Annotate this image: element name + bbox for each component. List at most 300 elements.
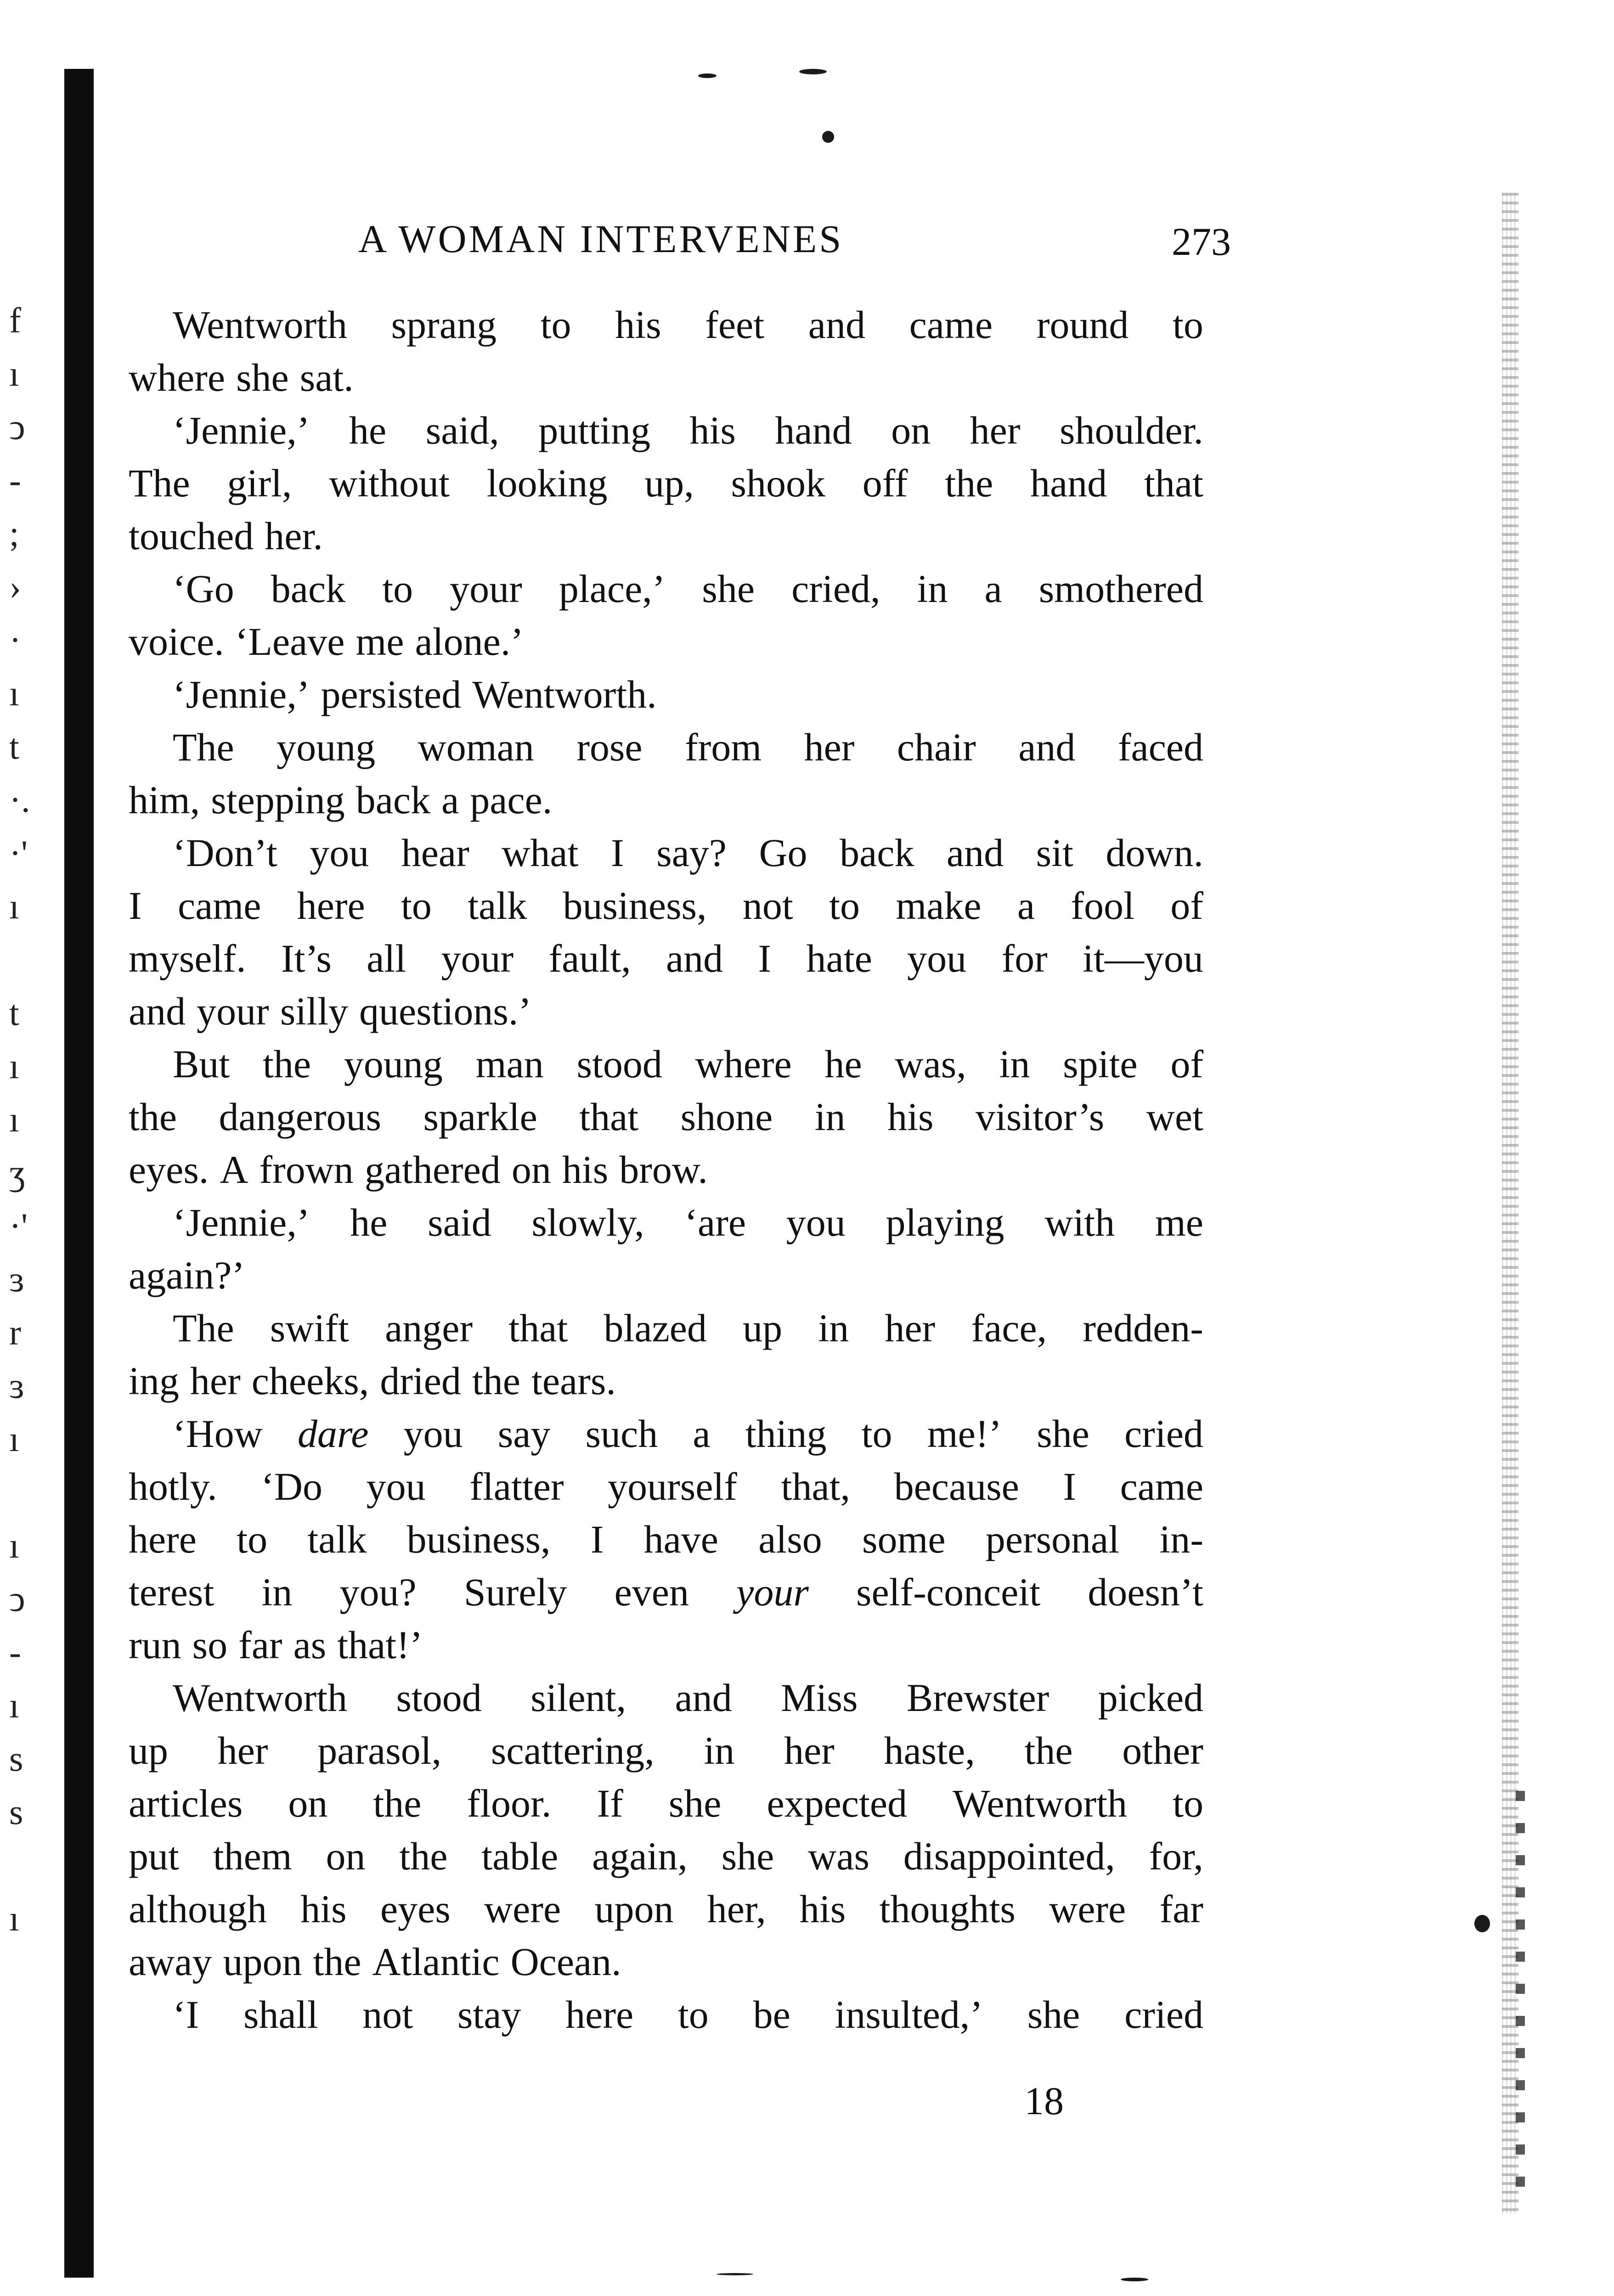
bleed-letter: ı: [9, 1898, 19, 1938]
word: a: [1017, 884, 1035, 928]
text-line: [129, 298, 1203, 351]
word: so: [192, 1623, 228, 1667]
word: stood: [576, 1042, 662, 1086]
word: upon: [223, 1940, 302, 1984]
word: here: [565, 1992, 634, 2037]
word: gathered: [364, 1148, 501, 1192]
word: as: [293, 1623, 327, 1667]
word: ‘are: [684, 1200, 746, 1244]
word: anger: [385, 1306, 473, 1350]
word: him,: [129, 778, 200, 822]
word: table: [481, 1834, 559, 1878]
word: back: [271, 567, 346, 611]
word: It’s: [281, 936, 332, 980]
word: was: [808, 1834, 869, 1878]
word: eyes.: [129, 1148, 209, 1192]
bleed-letter: ·': [9, 1206, 28, 1246]
word: the: [399, 1834, 448, 1878]
word: in: [261, 1570, 293, 1614]
word: the: [1024, 1728, 1073, 1773]
text-line: [129, 1566, 1203, 1619]
word: away: [129, 1940, 212, 1984]
bleed-letter: [9, 933, 46, 986]
word: to: [677, 1992, 709, 2037]
word: her: [885, 1306, 936, 1350]
text-line: [129, 1988, 1203, 2041]
text-line: [129, 985, 1203, 1038]
word: I: [758, 936, 772, 980]
bleed-letter: ı: [9, 1046, 19, 1086]
word: you: [786, 1200, 846, 1244]
word: to: [861, 1412, 892, 1456]
word: upon: [594, 1887, 674, 1931]
word: not: [362, 1992, 413, 2037]
word: back: [840, 831, 914, 875]
word: with: [1044, 1200, 1115, 1244]
bleed-letter: ı: [9, 1685, 19, 1725]
word: ‘Jennie,’: [173, 1200, 310, 1244]
word: But: [173, 1042, 230, 1086]
word: talk: [307, 1517, 367, 1561]
word: all: [367, 936, 406, 980]
word: back: [356, 778, 431, 822]
word: put: [129, 1834, 179, 1878]
word: hand: [1030, 461, 1107, 505]
word: to: [401, 884, 432, 928]
bleed-letter: ʒ: [9, 1153, 25, 1193]
word: your: [441, 936, 514, 980]
word: me!’: [927, 1412, 1002, 1456]
word: she: [1027, 1992, 1080, 2037]
word: thoughts: [879, 1887, 1016, 1931]
word: of: [1170, 1042, 1203, 1086]
word: she: [1037, 1412, 1089, 1456]
word: and: [675, 1676, 732, 1720]
word: a: [984, 567, 1002, 611]
word: that: [1144, 461, 1203, 505]
bleed-letter: ɜ: [9, 1259, 24, 1299]
ink-speck: [717, 2273, 753, 2275]
word: ‘Jennie,’: [173, 408, 310, 452]
word: and: [1018, 725, 1076, 769]
word: and: [946, 831, 1004, 875]
word: without: [329, 461, 450, 505]
word: shone: [680, 1095, 773, 1139]
word: spite: [1063, 1042, 1138, 1086]
word: The: [173, 1306, 234, 1350]
word: them: [213, 1834, 292, 1878]
word: here: [297, 884, 365, 928]
running-head: A WOMAN INTERVENES: [358, 217, 844, 261]
text-line: [129, 563, 1203, 615]
binding-shadow: [64, 69, 94, 2278]
word: alone.’: [415, 619, 524, 664]
text-line: [129, 510, 1203, 563]
word: ‘Jennie,’: [173, 672, 310, 716]
word: he: [824, 1042, 862, 1086]
word: swift: [270, 1306, 349, 1350]
word: Surely: [463, 1570, 567, 1614]
bleed-letter: s: [9, 1792, 23, 1832]
word: that!’: [337, 1623, 423, 1667]
word: Brewster: [906, 1676, 1050, 1720]
word: sparkle: [423, 1095, 537, 1139]
word: ‘Go: [173, 567, 234, 611]
text-line: [129, 1830, 1203, 1883]
word: his: [615, 303, 661, 347]
word: make: [896, 884, 982, 928]
word: fool: [1071, 884, 1134, 928]
word: in: [814, 1095, 846, 1139]
word: slowly,: [531, 1200, 644, 1244]
word: dare: [298, 1412, 369, 1456]
word: again,: [592, 1834, 688, 1878]
bleed-letter: ı: [9, 354, 19, 394]
word: doesn’t: [1088, 1570, 1203, 1614]
word: even: [614, 1570, 689, 1614]
word: insulted,’: [835, 1992, 983, 2037]
ink-speck: [822, 131, 834, 143]
word: she: [236, 355, 289, 400]
word: personal: [985, 1517, 1120, 1561]
word: that: [579, 1095, 639, 1139]
word: articles: [129, 1781, 243, 1825]
bleed-letter: ›: [9, 567, 21, 607]
word: were: [484, 1887, 561, 1931]
word: feet: [705, 303, 765, 347]
word: from: [684, 725, 762, 769]
word: in: [818, 1306, 849, 1350]
word: haste,: [884, 1728, 975, 1773]
word: on: [288, 1781, 328, 1825]
word: faced: [1117, 725, 1203, 769]
word: Go: [759, 831, 807, 875]
text-line: [129, 351, 1203, 404]
word: brow.: [619, 1148, 708, 1192]
text-line: [129, 1196, 1203, 1249]
word: Wentworth: [953, 1781, 1128, 1825]
word: to: [1173, 1781, 1203, 1825]
word: self-conceit: [856, 1570, 1041, 1614]
ink-speck: [698, 73, 717, 78]
word: cried,: [791, 567, 880, 611]
word: say: [497, 1412, 551, 1456]
word: a: [441, 778, 459, 822]
word: The: [129, 461, 190, 505]
word: and: [666, 936, 723, 980]
word: expected: [767, 1781, 908, 1825]
word: also: [758, 1517, 822, 1561]
word: smothered: [1038, 567, 1203, 611]
word: woman: [418, 725, 534, 769]
word: cheeks,: [251, 1359, 369, 1403]
word: hotly.: [129, 1464, 217, 1508]
word: your: [450, 567, 522, 611]
word: be: [753, 1992, 790, 2037]
word: where: [129, 355, 226, 400]
word: parasol,: [317, 1728, 442, 1773]
word: her: [190, 1359, 241, 1403]
word: flatter: [469, 1464, 564, 1508]
word: you?: [339, 1570, 417, 1614]
word: round: [1036, 303, 1129, 347]
word: she: [721, 1834, 774, 1878]
word: picked: [1098, 1676, 1203, 1720]
bleed-letter: -: [9, 460, 21, 500]
word: of: [1170, 884, 1203, 928]
word: run: [129, 1623, 181, 1667]
word: place,’: [559, 567, 666, 611]
word: business,: [563, 884, 707, 928]
word: was,: [895, 1042, 966, 1086]
bleed-letter: ɜ: [9, 1366, 24, 1406]
word: that: [508, 1306, 568, 1350]
word: thing: [745, 1412, 827, 1456]
text-line: [129, 1883, 1203, 1936]
bleed-letter: [9, 1466, 46, 1519]
text-line: [129, 1460, 1203, 1513]
word: to: [1173, 303, 1203, 347]
word: her,: [707, 1887, 766, 1931]
word: silly: [280, 989, 348, 1033]
word: said: [428, 1200, 491, 1244]
word: in: [999, 1042, 1030, 1086]
word: talk: [468, 884, 527, 928]
text-line: [129, 774, 1203, 827]
text-line: [129, 1936, 1203, 1988]
word: stepping: [211, 778, 345, 822]
word: came: [177, 884, 261, 928]
word: have: [643, 1517, 718, 1561]
word: shall: [243, 1992, 318, 2037]
word: Atlantic: [372, 1940, 500, 1984]
word: the: [313, 1940, 361, 1984]
word: face,: [971, 1306, 1047, 1350]
bleed-letter: r: [9, 1312, 21, 1352]
text-line: [129, 1091, 1203, 1143]
word: ing: [129, 1359, 179, 1403]
bleed-letter: ↄ: [9, 407, 25, 447]
text-line: [129, 932, 1203, 985]
word: you: [310, 831, 369, 875]
word: Wentworth: [173, 303, 347, 347]
word: eyes: [380, 1887, 451, 1931]
word: and: [808, 303, 865, 347]
word: in-: [1159, 1517, 1203, 1561]
word: his: [689, 408, 736, 452]
word: hear: [401, 831, 469, 875]
word: the: [129, 1095, 177, 1139]
word: and: [129, 989, 186, 1033]
word: me: [356, 619, 404, 664]
word: young: [277, 725, 376, 769]
word: tears.: [531, 1359, 616, 1403]
word: ‘Leave: [235, 619, 345, 664]
text-line: [129, 1724, 1203, 1777]
bleed-letter: ı: [9, 1419, 19, 1459]
word: business,: [406, 1517, 551, 1561]
text-line: [129, 1407, 1203, 1460]
word: you: [907, 936, 967, 980]
word: voice.: [129, 619, 224, 664]
word: his: [562, 1148, 609, 1192]
word: The: [173, 725, 234, 769]
word: on: [326, 1834, 366, 1878]
word: a: [693, 1412, 711, 1456]
word: other: [1122, 1728, 1203, 1773]
text-line: [129, 879, 1203, 932]
text-line: [129, 1619, 1203, 1671]
word: playing: [886, 1200, 1005, 1244]
word: cried: [1124, 1992, 1203, 2037]
word: he: [349, 408, 387, 452]
word: his: [887, 1095, 934, 1139]
word: here: [129, 1517, 197, 1561]
text-line: [129, 668, 1203, 721]
word: her: [970, 408, 1021, 452]
word: came: [1120, 1464, 1203, 1508]
word: up: [129, 1728, 168, 1773]
word: questions.’: [359, 989, 532, 1033]
word: your: [736, 1570, 809, 1614]
text-line: [129, 1302, 1203, 1355]
word: not: [742, 884, 793, 928]
word: sprang: [391, 303, 497, 347]
page-number: 273: [1172, 219, 1231, 264]
word: on: [511, 1148, 551, 1192]
text-line: [129, 1249, 1203, 1302]
word: hate: [806, 936, 872, 980]
word: floor.: [467, 1781, 552, 1825]
word: rose: [576, 725, 643, 769]
word: myself.: [129, 936, 246, 980]
word: she: [702, 567, 755, 611]
word: visitor’s: [975, 1095, 1105, 1139]
word: far: [1159, 1887, 1203, 1931]
text-line: [129, 404, 1203, 457]
word: dangerous: [219, 1095, 381, 1139]
word: say?: [656, 831, 727, 875]
bleed-letter: ↄ: [9, 1579, 25, 1619]
word: her.: [265, 514, 323, 558]
word: persisted: [321, 672, 462, 716]
page-edge-noise-dark: [1516, 1791, 1525, 2204]
word: sat.: [299, 355, 354, 400]
bleed-letter: [9, 1839, 46, 1892]
signature-mark: 18: [1024, 2079, 1064, 2123]
word: ‘Don’t: [173, 831, 277, 875]
word: disappointed,: [903, 1834, 1115, 1878]
word: down.: [1106, 831, 1203, 875]
word: off: [862, 461, 908, 505]
word: girl,: [227, 461, 292, 505]
word: ‘How: [173, 1412, 263, 1456]
text-line: [129, 1038, 1203, 1091]
word: his: [300, 1887, 347, 1931]
word: the: [263, 1042, 311, 1086]
bleed-letter: f: [9, 300, 21, 340]
word: her: [784, 1728, 835, 1773]
word: up,: [644, 461, 694, 505]
word: on: [891, 408, 931, 452]
word: again?’: [129, 1253, 245, 1297]
word: fault,: [548, 936, 631, 980]
word: his: [799, 1887, 846, 1931]
word: because: [894, 1464, 1019, 1508]
word: I: [590, 1517, 604, 1561]
facing-page-bleed: [9, 294, 46, 1945]
word: you: [366, 1464, 426, 1508]
word: her: [804, 725, 855, 769]
word: were: [1049, 1887, 1126, 1931]
ink-speck: [799, 69, 827, 74]
word: far: [238, 1623, 282, 1667]
word: to: [382, 567, 413, 611]
word: Wentworth.: [472, 672, 657, 716]
text-line: [129, 1355, 1203, 1407]
word: yourself: [608, 1464, 737, 1508]
bleed-letter: s: [9, 1739, 23, 1778]
bleed-letter: ı: [9, 673, 19, 713]
word: up: [743, 1306, 783, 1350]
word: scattering,: [491, 1728, 655, 1773]
text-line: [129, 1513, 1203, 1566]
word: me: [1155, 1200, 1203, 1244]
bleed-letter: ı: [9, 1525, 19, 1565]
word: in: [704, 1728, 735, 1773]
word: to: [237, 1517, 268, 1561]
word: said,: [425, 408, 499, 452]
word: looking: [486, 461, 608, 505]
word: to: [540, 303, 571, 347]
bleed-letter: -: [9, 1632, 21, 1672]
word: to: [829, 884, 860, 928]
word: some: [862, 1517, 946, 1561]
ink-speck: [1121, 2278, 1148, 2281]
word: what: [502, 831, 579, 875]
word: the: [472, 1359, 520, 1403]
word: the: [945, 461, 993, 505]
word: dried: [380, 1359, 461, 1403]
word: Miss: [781, 1676, 858, 1720]
word: such: [585, 1412, 658, 1456]
word: you: [403, 1412, 463, 1456]
word: pace.: [470, 778, 553, 822]
bleed-letter: ·.: [9, 780, 30, 820]
page-header: [358, 216, 1231, 271]
word: blazed: [604, 1306, 707, 1350]
word: putting: [538, 408, 650, 452]
bleed-letter: ·: [9, 620, 21, 660]
word: Wentworth: [173, 1676, 347, 1720]
word: that,: [781, 1464, 851, 1508]
ink-speck: [1474, 1915, 1490, 1932]
word: although: [129, 1887, 267, 1931]
word: hand: [775, 408, 852, 452]
word: wet: [1146, 1095, 1203, 1139]
word: touched: [129, 514, 254, 558]
word: silent,: [530, 1676, 626, 1720]
word: where: [695, 1042, 792, 1086]
word: I: [1063, 1464, 1076, 1508]
word: I: [610, 831, 624, 875]
word: I: [129, 884, 142, 928]
word: shoulder.: [1060, 408, 1203, 452]
word: cried: [1124, 1412, 1203, 1456]
word: terest: [129, 1570, 214, 1614]
word: she: [668, 1781, 722, 1825]
text-line: [129, 1671, 1203, 1724]
